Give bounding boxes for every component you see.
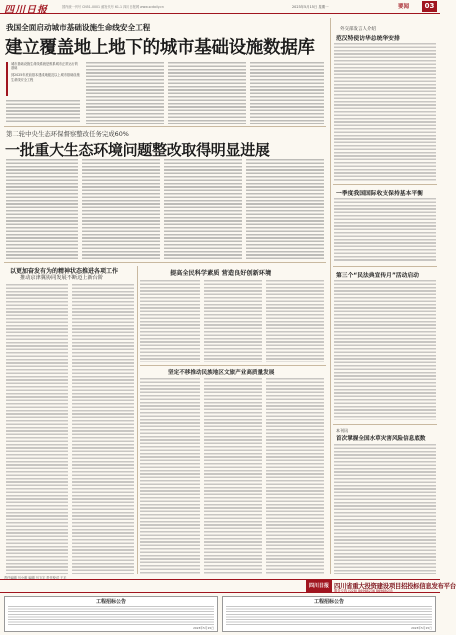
second-body-col bbox=[82, 159, 160, 259]
section-name: 要闻 bbox=[398, 4, 410, 10]
summary-item: 到2025年底前基本建成地级及以上城市基础设施生命线安全工程 bbox=[11, 73, 80, 82]
article-body-col bbox=[266, 280, 324, 362]
lead-headline[interactable]: 建立覆盖地上地下的城市基础设施数据库 bbox=[5, 38, 315, 58]
sidebar-body bbox=[334, 43, 436, 181]
article-title[interactable]: 以更加奋发有为的精神状态推进各项工作 bbox=[10, 268, 119, 275]
divider bbox=[333, 184, 437, 185]
second-body-col bbox=[246, 159, 324, 259]
second-headline[interactable]: 一批重大生态环境问题整改取得明显进展 bbox=[5, 141, 270, 159]
newspaper-logo: 四川日报 bbox=[4, 5, 48, 16]
article-body-col bbox=[72, 284, 134, 574]
sidebar-title[interactable]: 一季度我国国际收支保持基本平衡 bbox=[336, 191, 423, 197]
second-kicker: 第二轮中央生态环保督察整改任务完成60% bbox=[6, 130, 129, 138]
second-body-col bbox=[6, 159, 78, 259]
article-subtitle: 推动京津冀协同发展不断迈上新台阶 bbox=[20, 275, 104, 281]
article-body-col bbox=[6, 284, 68, 574]
column-divider bbox=[137, 266, 138, 574]
divider bbox=[333, 266, 437, 267]
ad-title: 工程招标公告 bbox=[95, 599, 126, 605]
masthead bbox=[0, 0, 440, 14]
sidebar-body bbox=[334, 280, 436, 420]
article-body-col bbox=[266, 378, 324, 574]
page-number: 03 bbox=[422, 1, 437, 12]
masthead-meta: 国内统一刊号 CN51-0001 邮发代号 61-1 四川日报网 www.scdaily.cn bbox=[62, 5, 164, 9]
sidebar-divider bbox=[330, 18, 331, 574]
lead-kicker: 我国全面启动城市基础设施生命线安全工程 bbox=[6, 23, 151, 32]
article-body-col bbox=[140, 280, 200, 362]
sidebar-body bbox=[334, 198, 436, 262]
sidebar-kicker: 本刊讯 bbox=[336, 428, 348, 433]
lead-summary bbox=[6, 62, 80, 96]
divider bbox=[4, 262, 326, 263]
ad-text bbox=[226, 606, 432, 625]
sidebar-kicker: 外交部发言人介绍 bbox=[340, 27, 376, 32]
article-title[interactable]: 提高全民科学素质 营造良好创新环境 bbox=[170, 270, 272, 277]
sidebar-title[interactable]: 首次掌握全国水草灾害风险信息底数 bbox=[336, 436, 426, 442]
article-title[interactable]: 坚定不移推动民族地区文旅产业高质量发展 bbox=[168, 370, 275, 376]
ad-box[interactable] bbox=[4, 596, 218, 632]
footer-logo: 四川日报 bbox=[306, 580, 332, 592]
divider bbox=[333, 424, 437, 425]
lead-body-col bbox=[86, 62, 164, 124]
divider bbox=[4, 126, 326, 127]
lead-body-col bbox=[250, 62, 324, 124]
sidebar-body bbox=[334, 444, 436, 574]
article-body-col bbox=[140, 378, 200, 574]
ad-text bbox=[8, 606, 214, 625]
article-body-col bbox=[204, 280, 262, 362]
ad-box[interactable] bbox=[222, 596, 436, 632]
editor-credits: 责任编辑 马小明 编辑 马飞宇 责任校对 王平 bbox=[4, 576, 67, 580]
footer-phone: 服务专线 (028) 86968236 86968035 bbox=[334, 589, 393, 593]
footer-title: 四川省重大投资建设项目招投标信息发布平台 bbox=[334, 582, 456, 590]
sidebar-title[interactable]: 第三个“民法典宣传月”活动启动 bbox=[336, 273, 419, 279]
lead-body-col bbox=[6, 100, 80, 124]
issue-date: 2023年5月15日 星期一 bbox=[292, 5, 329, 9]
article-body-col bbox=[204, 378, 262, 574]
summary-item: 城市基础设施生命线系统是维系城市正常运行的基础 bbox=[11, 62, 78, 71]
lead-body-col bbox=[168, 62, 246, 124]
ad-date: 2023年5月15日 bbox=[411, 626, 432, 630]
sidebar-title[interactable]: 范汉特使访华总统华安排 bbox=[336, 36, 400, 42]
ad-date: 2023年5月15日 bbox=[193, 626, 214, 630]
divider bbox=[140, 365, 326, 366]
second-body-col bbox=[164, 159, 242, 259]
ad-title: 工程招标公告 bbox=[313, 599, 344, 605]
